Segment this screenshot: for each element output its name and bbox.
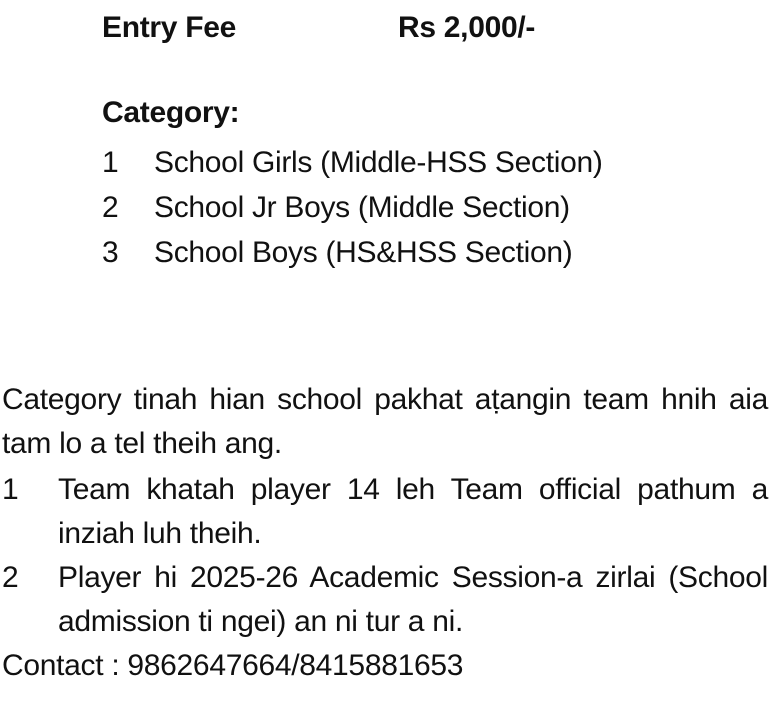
list-item-text: Team khatah player 14 leh Team official pathum a inziah luh theih. <box>58 473 768 550</box>
list-item-text: School Girls (Middle-HSS Section) <box>154 146 603 179</box>
entry-fee-amount: Rs 2,000/- <box>398 11 536 44</box>
list-item-number: 2 <box>102 191 119 224</box>
team-limit-paragraph: Category tinah hian school pakhat aṭangin team hnih aia tam lo a tel theih ang. <box>2 383 768 460</box>
entry-fee-row <box>102 6 722 50</box>
category-list <box>102 140 603 275</box>
list-item-number: 1 <box>102 146 119 179</box>
list-item-text: School Boys (HS&HSS Section) <box>154 236 573 269</box>
list-item <box>102 230 603 275</box>
list-item-number: 2 <box>2 561 19 594</box>
list-item <box>2 556 768 644</box>
list-item-text: School Jr Boys (Middle Section) <box>154 191 570 224</box>
list-item-number: 3 <box>102 236 119 269</box>
category-heading: Category: <box>102 96 240 129</box>
list-item <box>102 140 603 185</box>
contact-line: Contact : 9862647664/8415881653 <box>2 649 464 682</box>
rules-list <box>2 468 768 644</box>
entry-fee-label: Entry Fee <box>102 11 237 44</box>
list-item-number: 1 <box>2 473 19 506</box>
list-item-text: Player hi 2025-26 Academic Session-a zirlai (School admission ti ngei) an ni tur a ni. <box>58 561 768 638</box>
list-item <box>2 468 768 556</box>
list-item <box>102 185 603 230</box>
